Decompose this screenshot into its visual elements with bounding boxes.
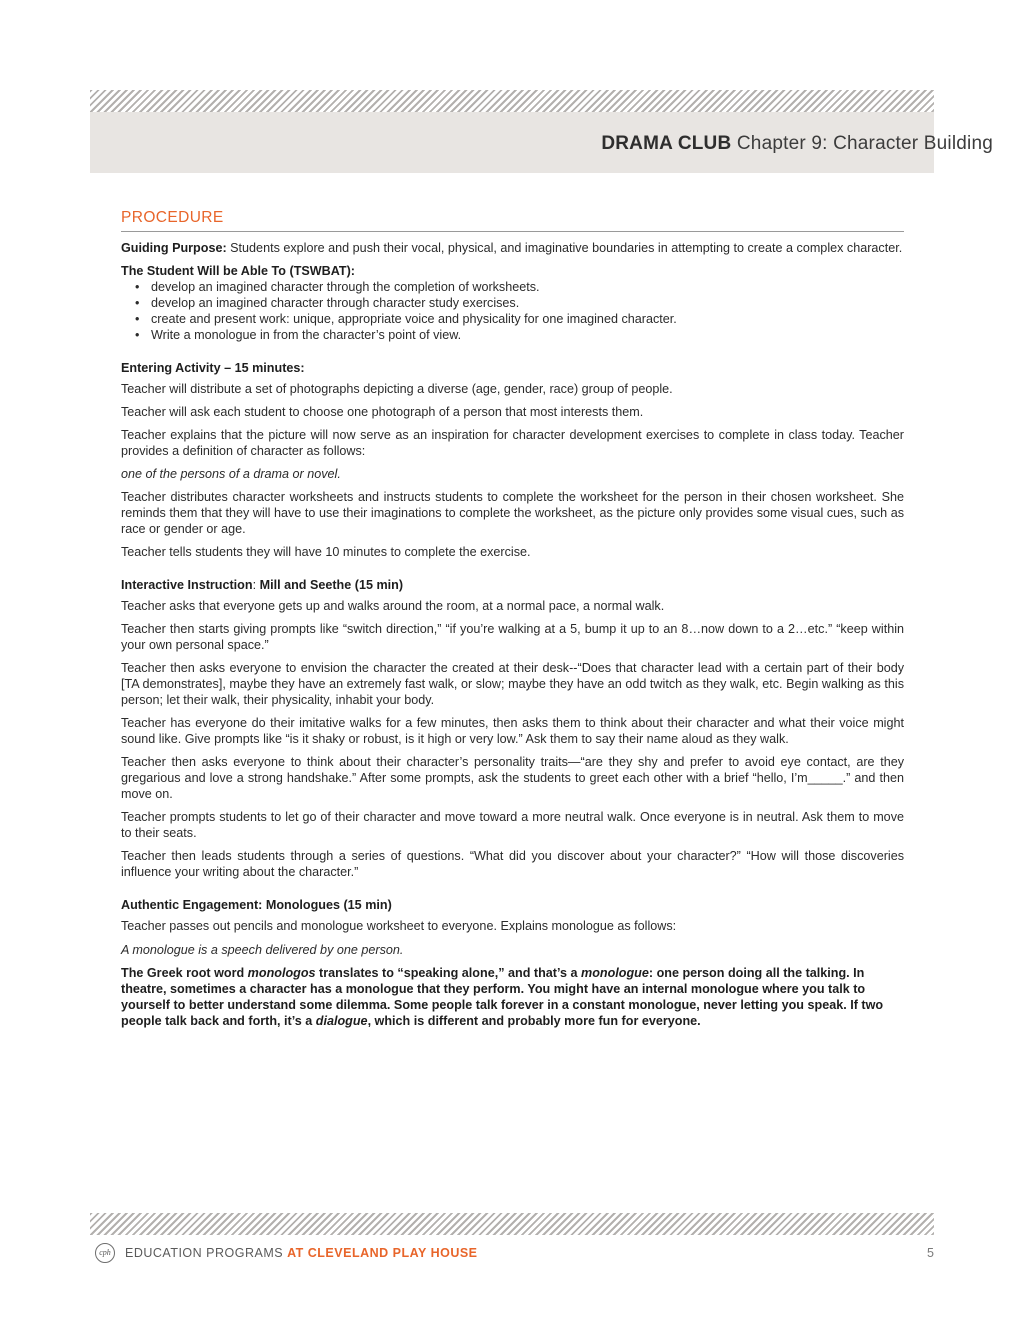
page-title — [601, 133, 993, 155]
footer-hatch-stripe — [90, 1213, 934, 1235]
footer-text-b: AT CLEVELAND PLAY HOUSE — [287, 1246, 478, 1260]
character-definition: one of the persons of a drama or novel. — [121, 467, 341, 481]
title-rest: Chapter 9: Character Building — [731, 133, 993, 154]
paragraph: Teacher will ask each student to choose one photograph of a person that most interests them. — [121, 405, 644, 419]
tswbat-list — [121, 279, 904, 343]
footer-text — [125, 1246, 478, 1260]
guiding-text: Students explore and push their vocal, physical, and imaginative boundaries in attempting to create a complex character. — [226, 241, 903, 255]
header-band — [90, 90, 934, 173]
guiding-purpose — [121, 240, 904, 256]
paragraph: Teacher will distribute a set of photographs depicting a diverse (age, gender, race) group of people. — [121, 382, 673, 396]
page-number: 5 — [927, 1246, 934, 1260]
list-item: • Write a monologue in from the character’s point of view. — [135, 327, 904, 343]
interactive-heading-a: Interactive Instruction — [121, 578, 253, 592]
paragraph: Teacher passes out pencils and monologue worksheet to everyone. Explains monologue as follows: — [121, 919, 677, 933]
note-term-monologos: monologos — [247, 966, 316, 980]
paragraph: Teacher then asks everyone to think about their character’s personality traits—“are they shy and prefer to avoid eye contact, are they gregarious and love a strong handshake.” After some prompts, ask the students to greet each other with a brief “hello, I’m_____.” and then move on. — [121, 755, 904, 801]
section-rule — [121, 231, 904, 232]
note-text: : one person doing all the talking. In theatre, sometimes a character has a monologue that they perform. You might have an internal monologue where you talk to yourself to better understand some dilemma. Some people talk forever in a constant monologue, never letting you speak. If two people talk back and forth, it’s a — [121, 966, 884, 1028]
main-content — [121, 240, 904, 1036]
guiding-label: Guiding Purpose: — [121, 241, 227, 255]
note-text: , which is different and probably more fun for everyone. — [367, 1014, 701, 1028]
list-item: • create and present work: unique, appropriate voice and physicality for one imagined character. — [135, 311, 904, 327]
paragraph: Teacher then starts giving prompts like “switch direction,” “if you’re walking at a 5, bump it up to an 8…now down to a 2…etc.” “keep within your own personal space.” — [121, 622, 904, 652]
title-bold: DRAMA CLUB — [601, 133, 732, 154]
paragraph: Teacher explains that the picture will now serve as an inspiration for character development exercises to complete in class today. Teacher provides a definition of character as follows: — [121, 428, 904, 458]
paragraph: Teacher prompts students to let go of their character and move toward a more neutral walk. Once everyone is in neutral. Ask them to move to their seats. — [121, 810, 904, 840]
note-term-monologue: monologue — [581, 966, 649, 980]
paragraph: Teacher tells students they will have 10 minutes to complete the exercise. — [121, 545, 531, 559]
monologue-definition: A monologue is a speech delivered by one person. — [121, 943, 404, 957]
footer-text-a: EDUCATION PROGRAMS — [125, 1246, 288, 1260]
cph-logo-icon: cph — [95, 1243, 115, 1263]
interactive-heading-b: Mill and Seethe (15 min) — [259, 578, 404, 592]
paragraph: Teacher asks that everyone gets up and walks around the room, at a normal pace, a normal walk. — [121, 599, 665, 613]
monologue-note — [121, 965, 904, 1029]
note-text: translates to “speaking alone,” and that’s a — [315, 966, 582, 980]
interactive-heading — [121, 577, 904, 593]
list-item: • develop an imagined character through character study exercises. — [135, 295, 904, 311]
authentic-heading: Authentic Engagement: Monologues (15 min) — [121, 898, 392, 912]
paragraph: Teacher then asks everyone to envision the character the created at their desk--“Does that character lead with a certain part of their body [TA demonstrates], maybe they have an extremely fast walk, or slow; maybe they have an odd twitch as they walk, etc. Begin walking as this person; let their walk, their physicality, inhabit your body. — [121, 661, 904, 707]
paragraph: Teacher distributes character worksheets and instructs students to complete the worksheet for the person in their chosen worksheet. She reminds them that they will have to use their imaginations to complete the worksheet, as the picture only provides some visual cues, such as race or gender or age. — [121, 490, 904, 536]
entering-heading: Entering Activity – 15 minutes: — [121, 361, 305, 375]
paragraph: Teacher then leads students through a series of questions. “What did you discover about your character?” “How will those discoveries influence your writing about the character.” — [121, 849, 904, 879]
footer — [90, 1239, 934, 1279]
section-title: PROCEDURE — [121, 209, 224, 226]
note-term-dialogue: dialogue — [315, 1014, 368, 1028]
tswbat-heading: The Student Will be Able To (TSWBAT): — [121, 264, 356, 278]
paragraph: Teacher has everyone do their imitative walks for a few minutes, then asks them to think about their character and what their voice might sound like. Give prompts like “is it shaky or robust, is it high or very low.” Ask them to say their name aloud as they walk. — [121, 716, 904, 746]
interactive-heading-sep: : — [252, 578, 260, 592]
list-item: • develop an imagined character through the completion of worksheets. — [135, 279, 904, 295]
note-text: The Greek root word — [121, 966, 248, 980]
header-hatch-stripe — [90, 90, 934, 112]
